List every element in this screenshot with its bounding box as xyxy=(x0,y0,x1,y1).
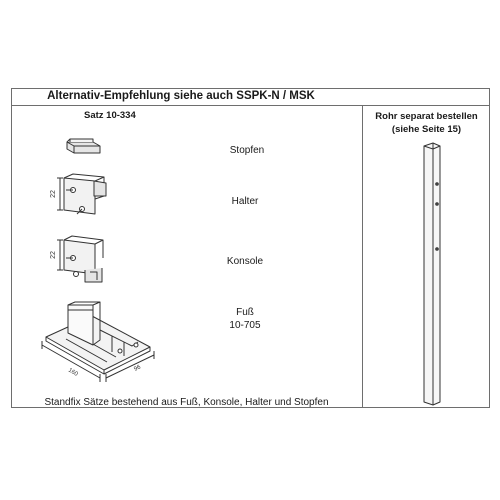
holder-dimension: 22 xyxy=(50,190,57,198)
footer-note: Standfix Sätze bestehend aus Fuß, Konsole, Halter und Stopfen xyxy=(44,397,329,408)
part-number-fuss: 10-705 xyxy=(229,320,261,331)
header-title: Alternativ-Empfehlung siehe auch SSPK-N / MSK xyxy=(47,90,315,102)
foot-dimension-length: 160 xyxy=(67,367,79,378)
part-label-stopfen: Stopfen xyxy=(229,145,265,156)
holder-bracket-icon xyxy=(57,174,106,214)
part-label-konsole: Konsole xyxy=(226,256,264,267)
tube-note-line2: (siehe Seite 15) xyxy=(391,124,462,135)
foot-dimension-width: 96 xyxy=(133,364,142,373)
plug-icon xyxy=(67,139,100,153)
set-title: Satz 10-334 xyxy=(84,110,136,121)
console-dimension: 22 xyxy=(50,251,57,259)
part-label-fuss: Fuß xyxy=(236,307,254,318)
console-bracket-icon xyxy=(57,236,103,282)
tube-note-line1: Rohr separat bestellen xyxy=(375,111,478,122)
tube-icon xyxy=(424,143,440,405)
part-label-halter: Halter xyxy=(231,196,259,207)
